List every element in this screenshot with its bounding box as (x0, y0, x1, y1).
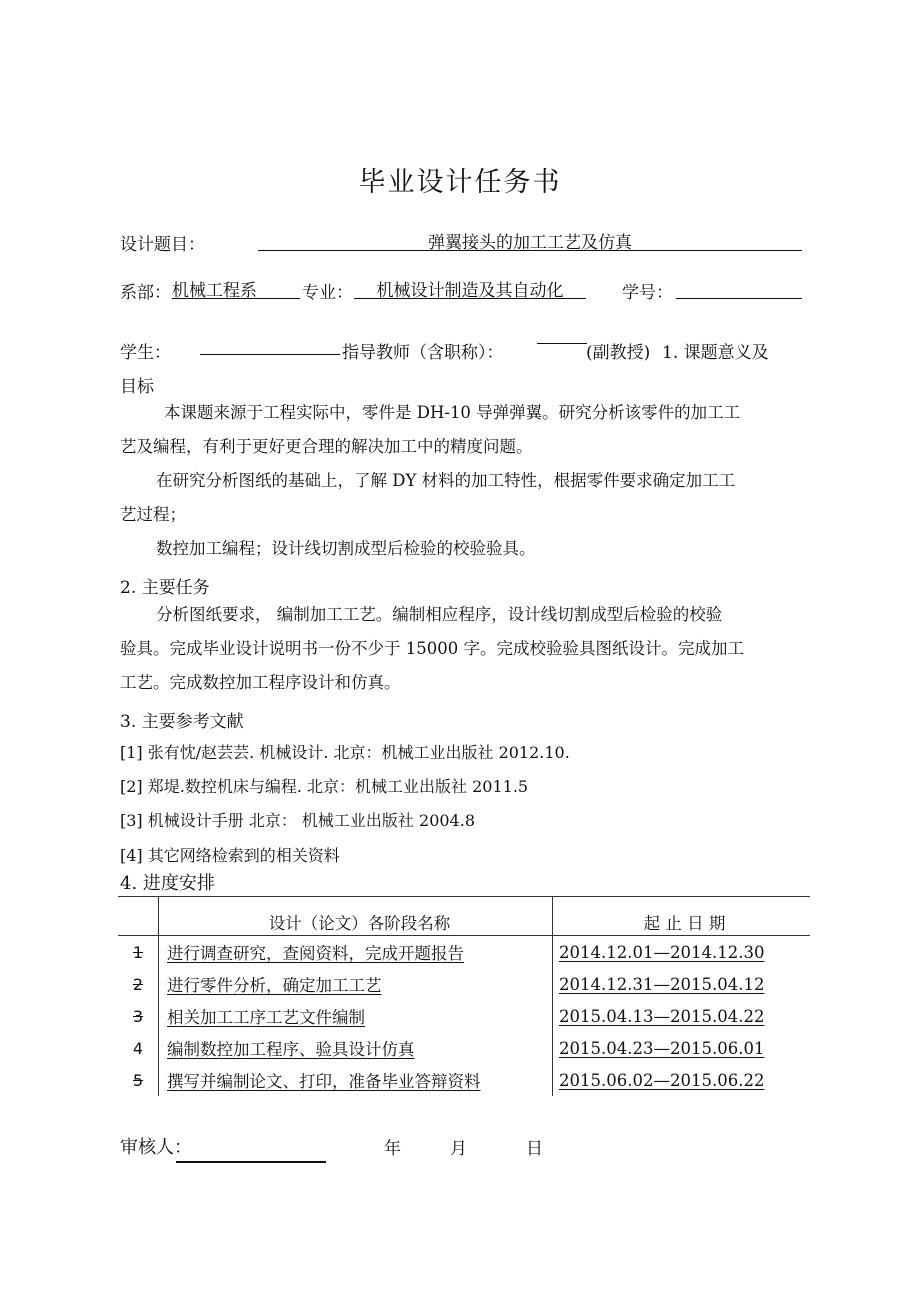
row-stage: 相关加工工序工艺文件编制 (159, 1000, 553, 1032)
section1-p3: 数控加工编程；设计线切割成型后检验的校验验具。 (156, 539, 536, 558)
date-year: 年 (384, 1139, 401, 1159)
row-date: 2015.04.23—2015.06.01 (559, 1038, 765, 1058)
section1-p1-line1: 本课题来源于工程实际中，零件是 DH-10 导弹弹翼。研究分析该零件的加工工 (164, 403, 741, 422)
row-stage: 撰写并编制论文、打印，准备毕业答辩资料 (159, 1064, 553, 1096)
row-number: 2 (118, 968, 159, 1000)
row-number: 3 (118, 1000, 159, 1032)
reference-item: [4] 其它网络检索到的相关资料 (120, 846, 340, 865)
section2-heading: 2. 主要任务 (120, 578, 210, 598)
advisor-title: (副教授) (586, 343, 651, 363)
date-day: 日 (526, 1139, 543, 1159)
row-date: 2014.12.31—2015.04.12 (559, 974, 765, 994)
reference-item: [2] 郑堤.数控机床与编程. 北京：机械工业出版社 2011.5 (120, 777, 529, 796)
table-row (118, 968, 810, 1000)
reviewer-signature-line (176, 1161, 326, 1163)
section3-heading: 3. 主要参考文献 (120, 712, 244, 732)
row-number: 4 (118, 1032, 159, 1064)
row-date: 2015.06.02—2015.06.22 (559, 1070, 765, 1090)
row-stage: 进行调查研究，查阅资料，完成开题报告 (159, 936, 553, 969)
schedule-header-date: 起 止 日 期 (643, 914, 726, 933)
schedule-header-stage: 设计（论文）各阶段名称 (159, 897, 553, 936)
row-date: 2015.04.13—2015.04.22 (559, 1006, 765, 1026)
student-id-blank (676, 276, 802, 299)
student-id-label: 学号： (622, 283, 673, 303)
major-value: 机械设计制造及其自动化 (354, 276, 586, 299)
schedule-table (118, 896, 810, 1096)
row-stage: 进行零件分析，确定加工工艺 (159, 968, 553, 1000)
section4-heading: 4. 进度安排 (120, 873, 215, 894)
reviewer-label: 审核人： (120, 1137, 192, 1158)
topic-text: 弹翼接头的加工工艺及仿真 (428, 233, 632, 253)
table-row (118, 1000, 810, 1032)
row-number: 5 (118, 1064, 159, 1096)
dept-label: 系部： (120, 283, 171, 303)
advisor-name-blank (537, 343, 587, 344)
row-number: 1 (118, 936, 159, 969)
student-name-blank (200, 334, 340, 355)
section1-p1-line2: 艺及编程，有利于更好更合理的解决加工中的精度问题。 (120, 437, 533, 456)
dept-value: 机械工程系 (172, 276, 300, 299)
major-label: 专业： (302, 283, 353, 303)
table-row (118, 1064, 810, 1096)
section1-p2-line2: 艺过程； (120, 505, 186, 524)
section1-heading-cont: 目标 (120, 377, 154, 397)
topic-label: 设计题目： (120, 235, 205, 255)
topic-value (258, 228, 802, 251)
document-title: 毕业设计任务书 (358, 167, 562, 198)
schedule-header-row (118, 897, 810, 936)
table-row (118, 936, 810, 969)
schedule-header-no (118, 897, 159, 936)
row-stage: 编制数控加工程序、验具设计仿真 (159, 1032, 553, 1064)
table-row (118, 1032, 810, 1064)
section2-line3: 工艺。完成数控加工程序设计和仿真。 (120, 673, 401, 692)
reference-item: [3] 机械设计手册 北京： 机械工业出版社 2004.8 (120, 811, 475, 830)
student-label: 学生： (120, 343, 171, 363)
section2-line1: 分析图纸要求， 编制加工工艺。编制相应程序，设计线切割成型后检验的校验 (156, 605, 723, 624)
date-month: 月 (450, 1139, 467, 1159)
section1-heading: 1. 课题意义及 (662, 343, 769, 363)
row-date: 2014.12.01—2014.12.30 (559, 942, 765, 962)
advisor-label: 指导教师（含职称）： (342, 343, 504, 363)
reference-item: [1] 张有忱/赵芸芸. 机械设计. 北京：机械工业出版社 2012.10. (120, 743, 570, 762)
section2-line2: 验具。完成毕业设计说明书一份不少于 15000 字。完成校验验具图纸设计。完成加工 (120, 639, 744, 658)
section1-p2-line1: 在研究分析图纸的基础上，了解 DY 材料的加工特性，根据零件要求确定加工工 (156, 471, 736, 490)
